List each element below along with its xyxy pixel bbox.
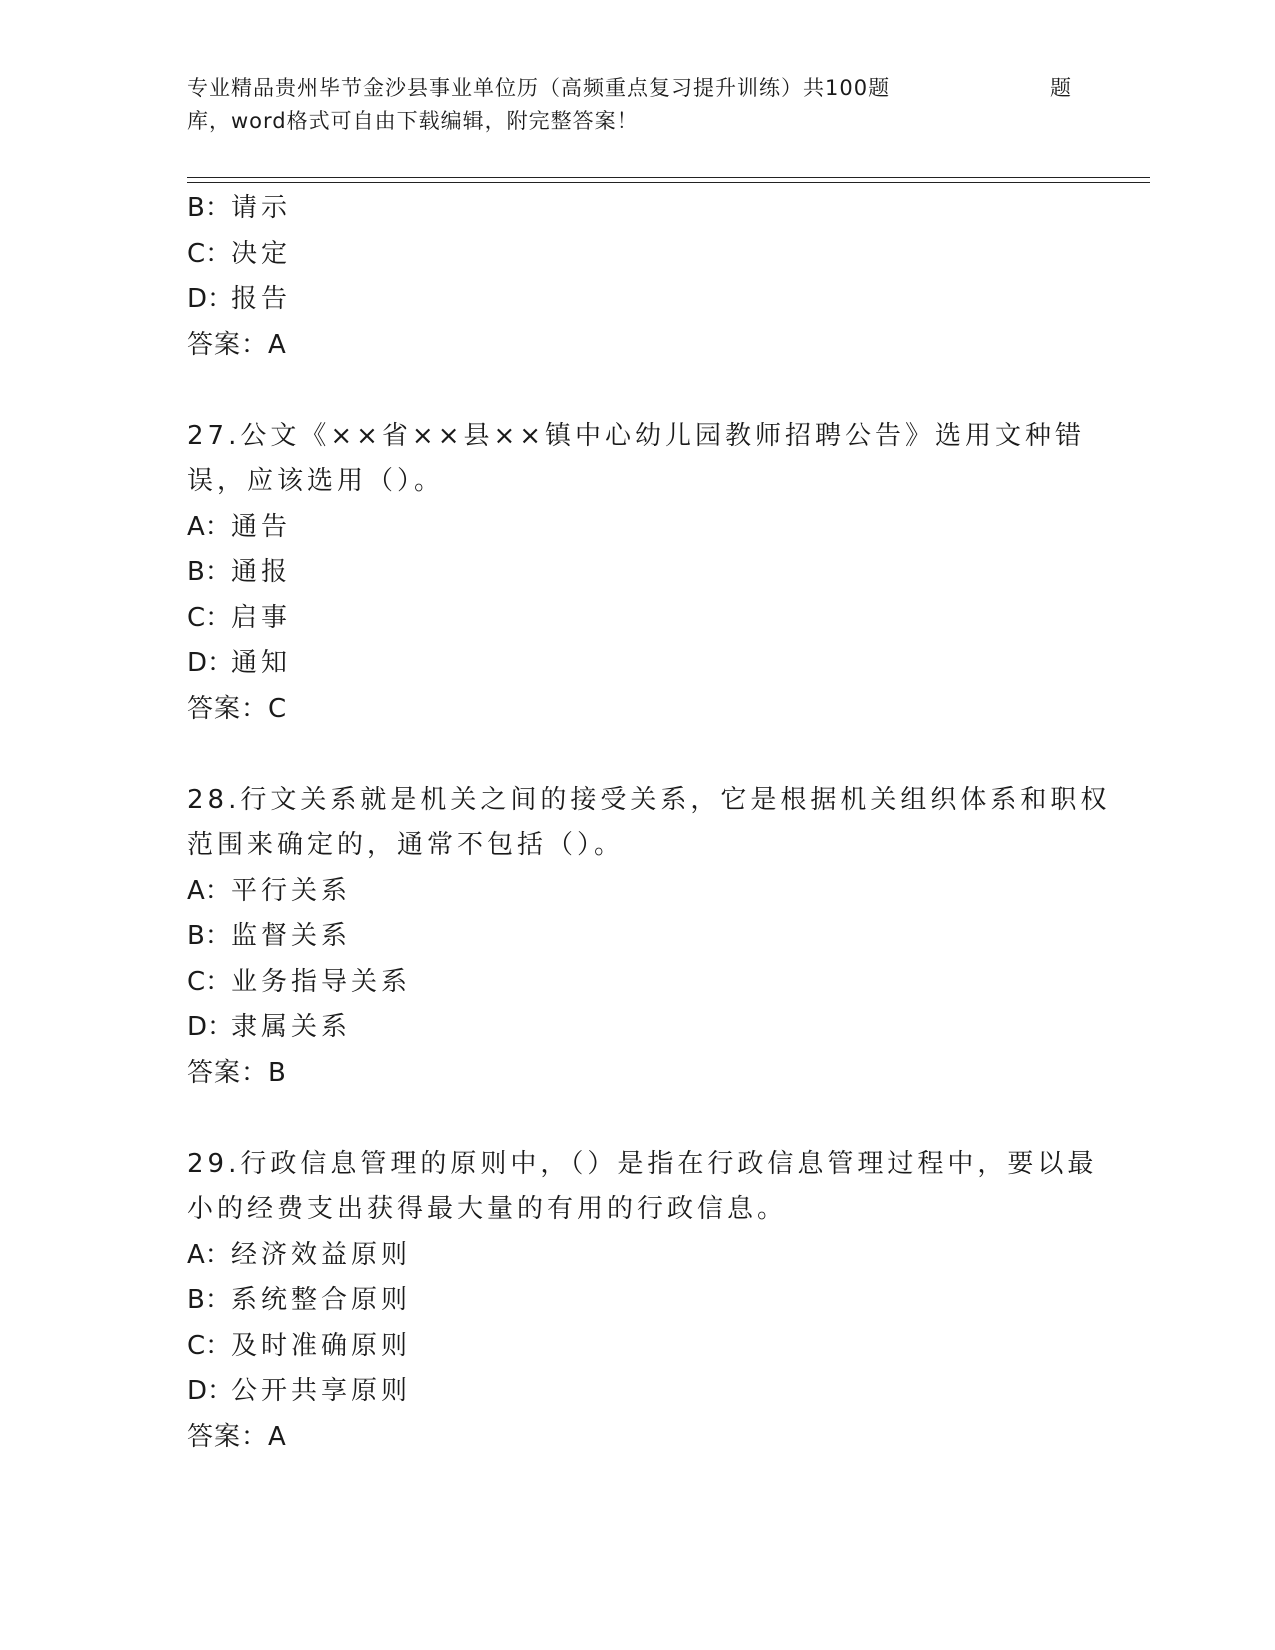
option-text: 通知 [231, 648, 292, 678]
option-text: 及时准确原则 [231, 1330, 412, 1361]
question-stem-line1: 27.公文《××省××县××镇中心幼儿园教师招聘公告》选用文种错 [187, 420, 1086, 451]
option-letter: B： [187, 921, 231, 951]
option-text: 业务指导关系 [231, 966, 412, 997]
option-letter: C： [187, 602, 232, 633]
option-c [187, 1324, 1087, 1370]
option-a [187, 505, 1087, 551]
option-b [187, 1278, 1087, 1324]
page-header [187, 72, 1087, 138]
header-title-tail: 题 [1050, 76, 1071, 100]
option-letter: A： [187, 1239, 231, 1270]
spacer [187, 1096, 1087, 1142]
answer: 答案：B [187, 1057, 287, 1088]
option-text: 通告 [231, 511, 292, 542]
option-d [187, 277, 1087, 323]
option-letter: C： [187, 966, 232, 997]
question-29 [187, 1142, 1098, 1461]
option-text: 平行关系 [231, 875, 352, 906]
option-letter: B： [187, 1285, 231, 1315]
option-letter: D： [187, 648, 234, 678]
question-stem-line1: 29.行政信息管理的原则中，（）是指在行政信息管理过程中，要以最 [187, 1148, 1098, 1179]
option-text: 系统整合原则 [231, 1285, 412, 1315]
header-divider-bottom [187, 182, 1150, 183]
option-letter: B： [187, 557, 231, 587]
question-27 [187, 414, 1087, 733]
answer: 答案：A [187, 329, 287, 360]
option-letter: A： [187, 875, 231, 906]
option-b [187, 186, 1087, 232]
option-a [187, 869, 1087, 915]
option-b [187, 914, 1087, 960]
question-28 [187, 778, 1111, 1097]
option-text: 公开共享原则 [231, 1376, 412, 1406]
option-letter: C： [187, 1330, 232, 1361]
option-c [187, 596, 1087, 642]
option-text: 启事 [231, 602, 292, 633]
option-letter: D： [187, 1012, 234, 1042]
header-title-line1: 专业精品贵州毕节金沙县事业单位历（高频重点复习提升训练）共100题 [187, 76, 891, 100]
option-c [187, 960, 1087, 1006]
answer: 答案：A [187, 1421, 287, 1452]
option-text: 监督关系 [231, 921, 352, 951]
option-letter: A： [187, 511, 231, 542]
option-letter: C： [187, 238, 232, 269]
option-text: 报告 [231, 284, 292, 314]
header-divider-top [187, 177, 1150, 178]
option-text: 通报 [231, 557, 292, 587]
answer: 答案：C [187, 693, 288, 724]
question-list [187, 186, 1111, 1460]
option-d [187, 1005, 1087, 1051]
spacer [187, 368, 1087, 414]
question-stem-line2: 小的经费支出获得最大量的有用的行政信息。 [187, 1194, 788, 1224]
option-d [187, 1369, 1087, 1415]
question-stem-line2: 误，应该选用（）。 [187, 466, 445, 496]
option-text: 隶属关系 [231, 1012, 352, 1042]
option-c [187, 232, 1087, 278]
header-title-line2: 库，word格式可自由下载编辑，附完整答案！ [187, 109, 639, 133]
spacer [187, 732, 1087, 778]
option-d [187, 641, 1087, 687]
option-letter: D： [187, 1376, 234, 1406]
question-stem-line1: 28.行文关系就是机关之间的接受关系，它是根据机关组织体系和职权 [187, 784, 1111, 815]
option-text: 经济效益原则 [231, 1239, 412, 1270]
option-b [187, 550, 1087, 596]
question-26-continued [187, 186, 1087, 368]
question-stem-line2: 范围来确定的，通常不包括（）。 [187, 830, 625, 860]
option-text: 请示 [231, 193, 292, 223]
option-letter: D： [187, 284, 234, 314]
option-letter: B： [187, 193, 231, 223]
option-text: 决定 [231, 238, 292, 269]
option-a [187, 1233, 1087, 1279]
